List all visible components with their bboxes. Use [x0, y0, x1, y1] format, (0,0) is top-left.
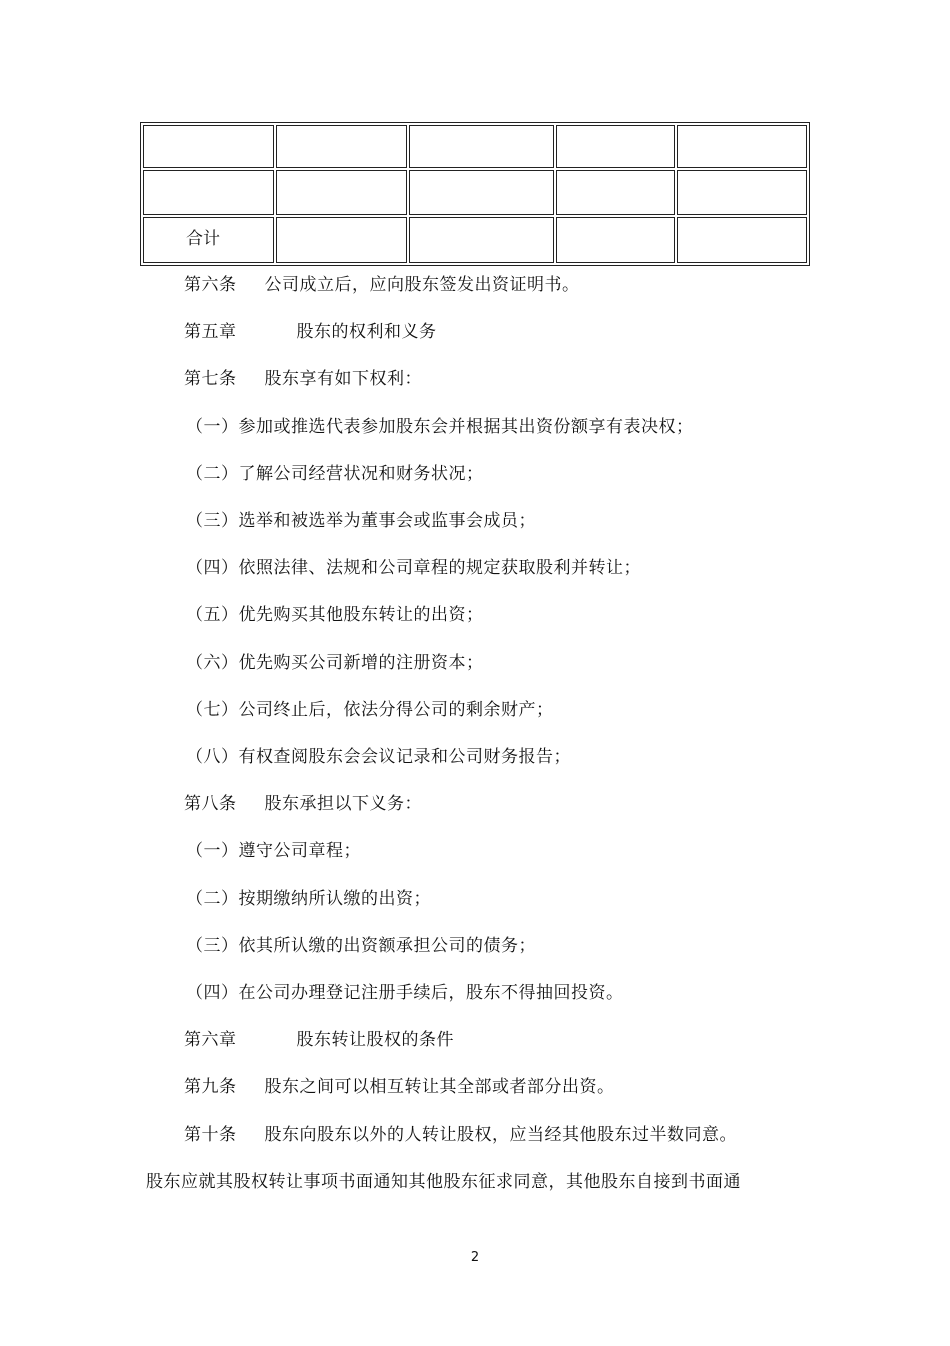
list-item: （二）了解公司经营状况和财务状况；	[186, 463, 484, 484]
table-cell	[409, 217, 553, 263]
total-label-cell	[143, 217, 274, 263]
list-item: （四）在公司办理登记注册手续后，股东不得抽回投资。	[186, 983, 624, 1003]
table-row-total	[143, 217, 807, 263]
article-paragraph	[184, 792, 422, 816]
chapter-number: 第六章	[184, 1030, 237, 1051]
article-text: 股东向股东以外的人转让股权，应当经其他股东过半数同意。	[264, 1124, 737, 1145]
list-item: （八）有权查阅股东会会议记录和公司财务报告；	[186, 747, 571, 767]
list-item: （二）按期缴纳所认缴的出资；	[186, 888, 431, 909]
table-row	[143, 125, 807, 168]
table-cell	[409, 125, 553, 168]
article-paragraph	[184, 1123, 737, 1147]
page-number: 2	[470, 1250, 480, 1265]
table-cell	[276, 217, 407, 263]
list-item: （三）依其所认缴的出资额承担公司的债务；	[186, 935, 536, 956]
table-cell	[677, 125, 807, 168]
chapter-title: 股东转让股权的条件	[296, 1030, 454, 1051]
table-cell	[276, 170, 407, 215]
article-paragraph	[184, 273, 580, 297]
table-cell	[556, 170, 675, 215]
list-item: （四）依照法律、法规和公司章程的规定获取股利并转让；	[186, 558, 641, 579]
chapter-heading	[184, 1028, 454, 1052]
table-cell	[556, 125, 675, 168]
list-item: （一）参加或推选代表参加股东会并根据其出资份额享有表决权；	[186, 416, 694, 437]
chapter-heading	[184, 320, 437, 344]
article-paragraph	[184, 1075, 615, 1099]
article-text: 股东承担以下义务：	[264, 794, 422, 815]
list-item: （六）优先购买公司新增的注册资本；	[186, 652, 484, 673]
article-text: 股东享有如下权利：	[264, 369, 422, 390]
table-cell	[143, 170, 274, 215]
article-text: 股东之间可以相互转让其全部或者部分出资。	[264, 1077, 615, 1098]
table-cell	[143, 125, 274, 168]
table-cell	[409, 170, 553, 215]
shareholder-contribution-table	[140, 122, 810, 266]
table-cell	[556, 217, 675, 263]
list-item: （三）选举和被选举为董事会或监事会成员；	[186, 511, 536, 531]
article-number: 第八条	[184, 794, 237, 815]
article-text: 公司成立后，应向股东签发出资证明书。	[264, 275, 580, 295]
list-item: （五）优先购买其他股东转让的出资；	[186, 605, 484, 626]
table-cell	[276, 125, 407, 168]
list-item: （一）遵守公司章程；	[186, 841, 361, 862]
list-item: （七）公司终止后，依法分得公司的剩余财产；	[186, 699, 554, 720]
table-cell	[677, 217, 807, 263]
chapter-title: 股东的权利和义务	[296, 322, 437, 343]
total-label: 合计	[186, 229, 220, 249]
article-number: 第六条	[184, 275, 237, 295]
chapter-number: 第五章	[184, 322, 237, 343]
paragraph-text: 股东应就其股权转让事项书面通知其他股东征求同意，其他股东自接到书面通	[146, 1171, 741, 1192]
article-number: 第九条	[184, 1077, 237, 1098]
article-number: 第十条	[184, 1124, 237, 1145]
article-number: 第七条	[184, 369, 237, 390]
table-cell	[677, 170, 807, 215]
article-paragraph	[184, 367, 422, 391]
table-row	[143, 170, 807, 215]
